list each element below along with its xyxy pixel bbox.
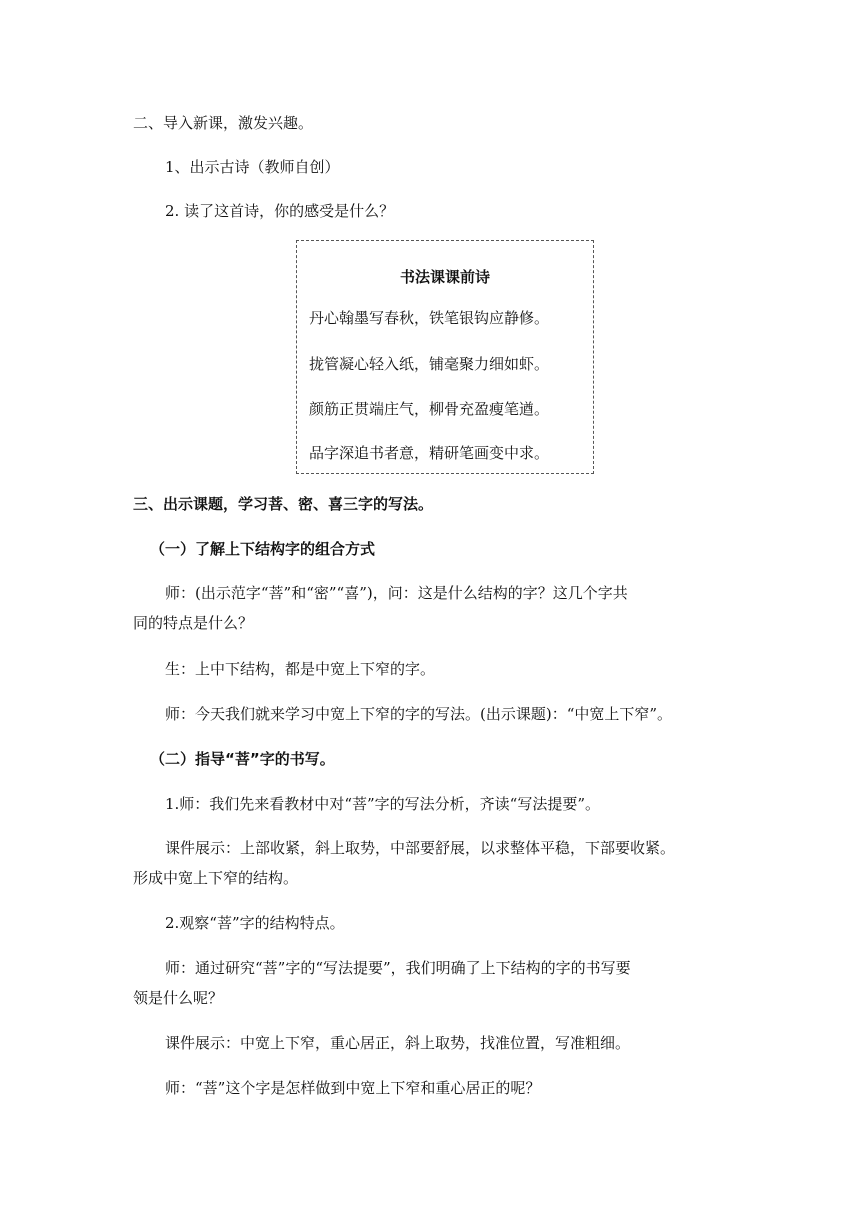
list-item: 1、出示古诗（教师自创） (165, 158, 340, 176)
subsection-heading-1: （一）了解上下结构字的组合方式 (150, 540, 376, 558)
subsection-heading-2: （二）指导“菩”字的书写。 (150, 750, 335, 768)
poem-line: 品字深追书者意，精研笔画变中求。 (309, 444, 550, 462)
poem-line: 丹心翰墨写春秋，铁笔银钩应静修。 (309, 309, 550, 327)
paragraph: 同的特点是什么？ (133, 614, 254, 632)
paragraph: 形成中宽上下窄的结构。 (133, 869, 299, 887)
list-item: 2. 读了这首诗，你的感受是什么？ (165, 202, 395, 220)
section-heading-2: 二、导入新课，激发兴趣。 (133, 114, 314, 132)
paragraph: 课件展示：上部收紧，斜上取势，中部要舒展，以求整体平稳，下部要收紧。 (165, 839, 676, 857)
poem-title: 书法课课前诗 (399, 268, 490, 286)
paragraph: 生：上中下结构，都是中宽上下窄的字。 (165, 660, 436, 678)
paragraph: 2.观察“菩”字的结构特点。 (165, 914, 345, 932)
paragraph: 师：(出示范字“菩”和“密”“喜”)，问：这是什么结构的字？这几个字共 (165, 584, 628, 602)
paragraph: 师：通过研究“菩”字的“写法提要”，我们明确了上下结构的字的书写要 (165, 959, 631, 977)
paragraph: 1.师：我们先来看教材中对“菩”字的写法分析，齐读“写法提要”。 (165, 795, 600, 813)
paragraph: 课件展示：中宽上下窄，重心居正，斜上取势，找准位置，写准粗细。 (165, 1034, 631, 1052)
section-heading-3: 三、出示课题，学习菩、密、喜三字的写法。 (133, 495, 434, 513)
poem-box (296, 240, 594, 474)
paragraph: 师：“菩”这个字是怎样做到中宽上下窄和重心居正的呢？ (165, 1079, 541, 1097)
poem-line: 拢管凝心轻入纸，铺毫聚力细如虾。 (309, 355, 550, 373)
paragraph: 师：今天我们就来学习中宽上下窄的字的写法。(出示课题)：“中宽上下窄”。 (165, 705, 673, 723)
poem-line: 颜筋正贯端庄气，柳骨充盈瘦笔遒。 (309, 400, 550, 418)
paragraph: 领是什么呢？ (133, 989, 224, 1007)
